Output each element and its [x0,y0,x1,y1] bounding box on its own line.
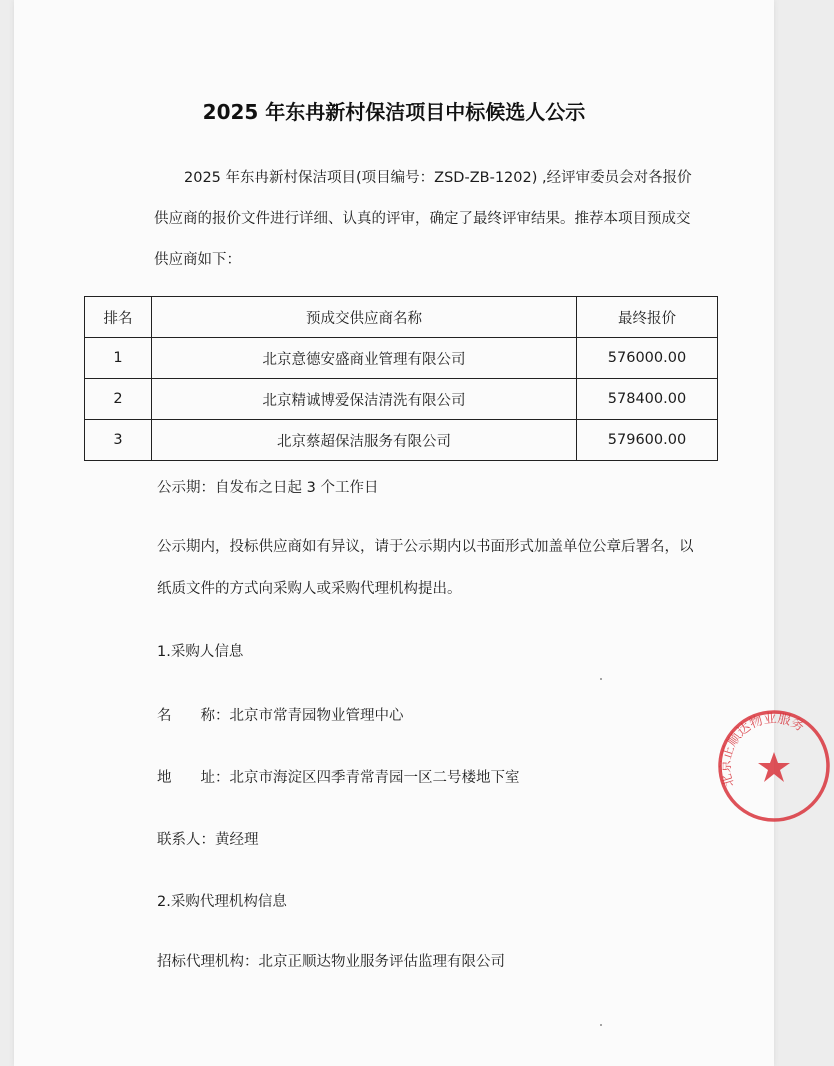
document-page [14,0,807,1066]
table-header-row [85,297,718,338]
purchaser-name: 北京市常青园物业管理中心 [229,708,404,724]
agency-label: 招标代理机构： [157,954,259,970]
svg-text:北京正顺达物业服务: 北京正顺达物业服务 [718,711,807,789]
header-price: 最终报价 [577,297,718,338]
header-rank: 排名 [85,297,152,338]
agency-heading: 2.采购代理机构信息 [157,894,287,910]
header-supplier: 预成交供应商名称 [152,297,577,338]
purchaser-address-label: 地 址： [157,770,230,786]
purchaser-name-label: 名 称： [157,708,230,724]
scan-speck [600,1024,602,1026]
publicity-period: 公示期：自发布之日起 3 个工作日 [157,480,379,496]
purchaser-contact-label: 联系人： [157,832,215,848]
intro-paragraph: 2025 年东冉新村保洁项目(项目编号：ZSD-ZB-1202) ,经评审委员会对各报价供应商的报价文件进行详细、认真的评审，确定了最终评审结果。推荐本项目预成交供应商如下： [154,170,692,268]
price-cell: 576000.00 [577,338,718,379]
supplier-cell: 北京蔡超保洁服务有限公司 [152,420,577,461]
supplier-cell: 北京意德安盛商业管理有限公司 [152,338,577,379]
table-row [85,420,718,461]
table-row [85,379,718,420]
purchaser-contact-row [157,828,259,849]
rank-cell: 1 [85,338,152,379]
candidate-table [84,296,718,461]
purchaser-address-row [157,766,520,787]
agency-row [157,950,505,971]
rank-cell: 2 [85,379,152,420]
scan-speck [600,678,602,680]
agency-name: 北京正顺达物业服务评估监理有限公司 [258,954,505,970]
table-row [85,338,718,379]
objection-paragraph: 公示期内，投标供应商如有异议，请于公示期内以书面形式加盖单位公章后署名，以纸质文件的方式向采购人或采购代理机构提出。 [157,539,694,597]
purchaser-name-row [157,704,404,725]
purchaser-heading: 1.采购人信息 [157,644,244,660]
rank-cell: 3 [85,420,152,461]
official-seal-stamp [714,706,834,826]
price-cell: 579600.00 [577,420,718,461]
price-cell: 578400.00 [577,379,718,420]
purchaser-address: 北京市海淀区四季青常青园一区二号楼地下室 [229,770,520,786]
purchaser-contact: 黄经理 [215,832,259,848]
page-title: 2025 年东冉新村保洁项目中标候选人公示 [202,100,586,124]
supplier-cell: 北京精诚博爱保洁清洗有限公司 [152,379,577,420]
